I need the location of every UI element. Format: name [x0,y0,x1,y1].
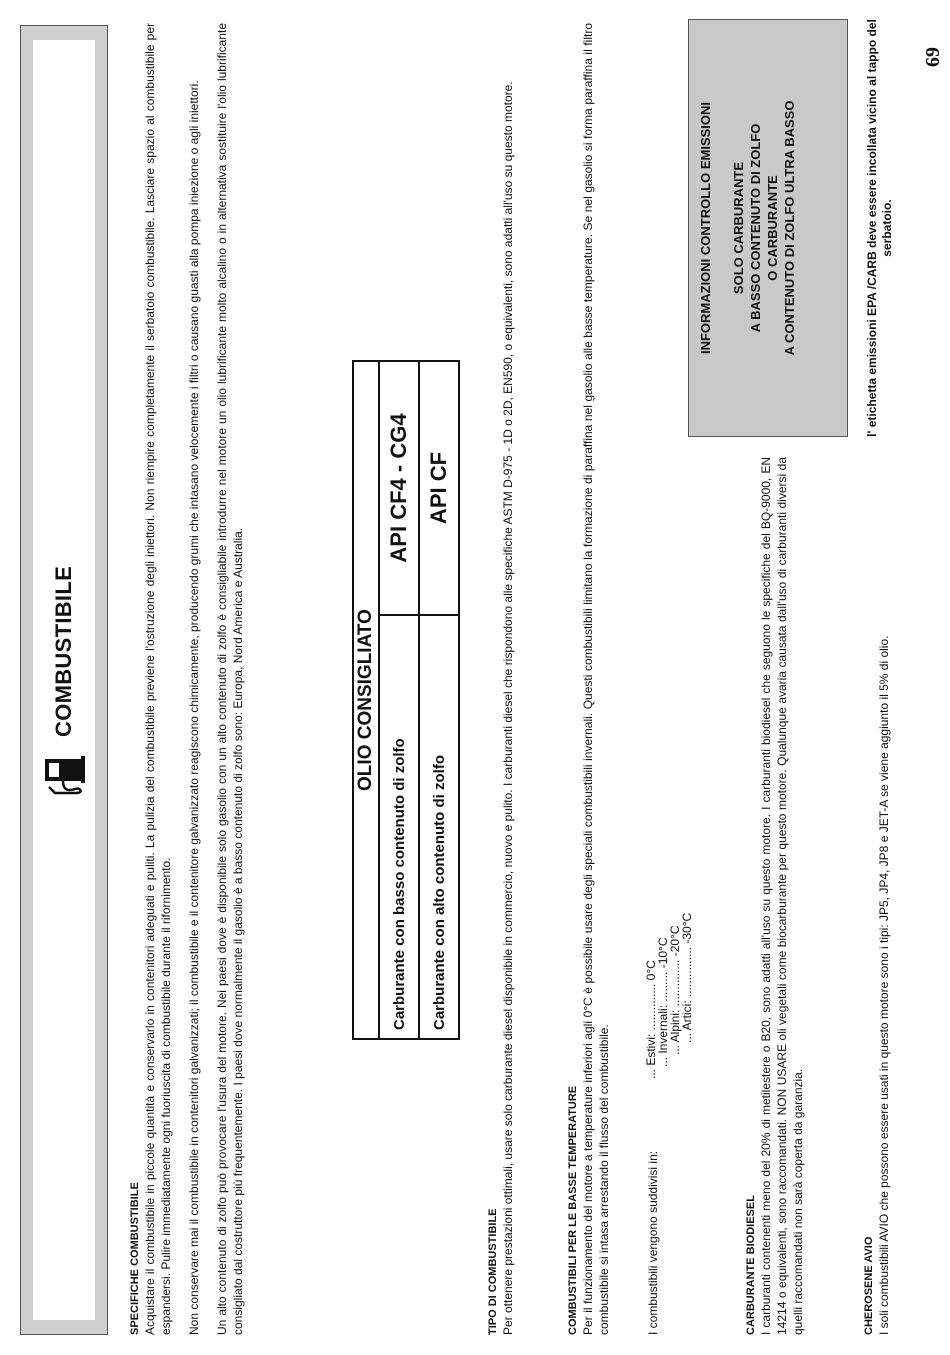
section-biodiesel [744,457,806,1335]
paragraph: Acquistare il combustibile in piccole quantità e conservarlo in contenitori adeguati e puliti. La pulizia del combustibile previene l'ostruzione degli iniettori. Non riempire completamente il serbatoio combustibile. Lasciare spazio al combustibile per espandersi. Pulire immediatamente ogni fuoriuscita di combustibile durante il rifornimento. [143,23,173,1335]
emission-line: O CARBURANTE [765,175,780,281]
section-spec [128,23,246,1335]
header-inner-panel [33,40,95,1320]
fuel-cell: Carburante con basso contenuto di zolfo [379,615,419,1039]
temperature-row: ... Alpini: .............. -20°C [668,925,682,1055]
section-avio [862,457,892,1335]
paragraph: Per il funzionamento del motore a temperature inferiori agli 0°C è possibile usare degli speciali combustibili invernali. Questi combustibili limitano la formazione di paraffina nel gasolio alle basse temperature. Se nel gasolio si forma paraffina il filtro combustibile si intasa arrestando il flusso del combustibile. [581,23,611,1335]
section-heading: CHEROSENE AVIO [863,1236,875,1335]
temperature-list [645,735,693,1335]
table-row [419,361,459,1039]
section-header [20,25,108,1335]
section-heading: COMBUSTIBILI PER LE BASSE TEMPERATURE [567,1085,579,1335]
table-title: OLIO CONSIGLIATO [353,361,379,1039]
section-basse [566,23,612,1335]
emission-title: INFORMAZIONI CONTROLLO EMISSIONI [698,101,713,355]
paragraph: I carburanti contenenti meno del 20% di metilestere o B20, sono adatti all'uso su questo motore. I carburanti biodiesel che seguono le specifiche del BQ-9000, EN 14214 o equivalenti, sono raccomandati. NON USARE oli vegetali come biocarburante per questo motore. Qualunque avaria causata dall'uso di carburanti diversi da quelli raccomandati non sarà coperta da garanzia. [759,457,805,1335]
section-heading: TIPO DI COMBUSTIBILE [487,1208,499,1335]
paragraph: Un alto contenuto di zolfo può provocare l'usura del motore. Nei paesi dove è disponibile solo gasolio con un alto contenuto di zolfo è consigliabile introdurre nel motore un olio lubrificante molto alcalino o in alternativa sostituire l'olio lubrificante consigliato dal costruttore più frequentemente. I paesi dove normalmente il gasolio è a basso contenuto di zolfo sono: Europa, Nord America e Australia. [215,23,245,1335]
temperature-row: ... Estivi: .............. 0°C [644,960,658,1079]
temperature-row: ... Artici: ............... -30°C [680,912,694,1043]
table-row [379,361,419,1039]
section-tipo [486,23,516,1335]
page-number: 69 [922,47,944,67]
temperature-intro: I combustibili vengono suddivisi in: [646,1150,660,1335]
temperature-row: ... Invernali: ......... -10°C [656,937,670,1067]
emission-line: A CONTENUTO DI ZOLFO ULTRA BASSO [782,100,797,356]
paragraph: Per ottenere prestazioni ottimali, usare solo carburante diesel disponibile in commercio, nuovo e pulito. I carburanti diesel che rispondono alle specifiche ASTM D-975 - 1D o 2D, EN590, o equivalenti, sono adatti all'uso su questo motore. [501,81,515,1335]
section-heading: SPECIFICHE COMBUSTIBILE [129,1182,141,1335]
oil-cell: API CF [419,361,459,615]
paragraph: Non conservare mai il combustibile in contenitori galvanizzati; il combustibile e il contenitore galvanizzato reagiscono chimicamente, producendo grumi che intasano velocemente i filtri o causano guasti alla pompa iniezione o agli iniettori. [187,80,201,1335]
emission-label-box [688,19,848,437]
fuel-pump-icon [41,753,87,795]
emission-caption: l' etichetta emissioni EPA /CARB deve essere incollata vicino al tappo del serbatoio. [865,19,894,437]
emission-line: SOLO CARBURANTE [731,161,746,295]
fuel-cell: Carburante con alto contenuto di zolfo [419,615,459,1039]
emission-line: A BASSO CONTENUTO DI ZOLFO [748,123,763,333]
page-title: COMBUSTIBILE [51,565,76,737]
oil-cell: API CF4 - CG4 [379,361,419,615]
paragraph: I soli combustibili AVIO che possono essere usati in questo motore sono i tipi: JP5, JP4, JP8 e JET-A se viene aggiunto il 5% di olio. [877,635,891,1335]
section-heading: CARBURANTE BIODIESEL [745,1195,757,1335]
recommended-oil-table [352,360,460,1040]
